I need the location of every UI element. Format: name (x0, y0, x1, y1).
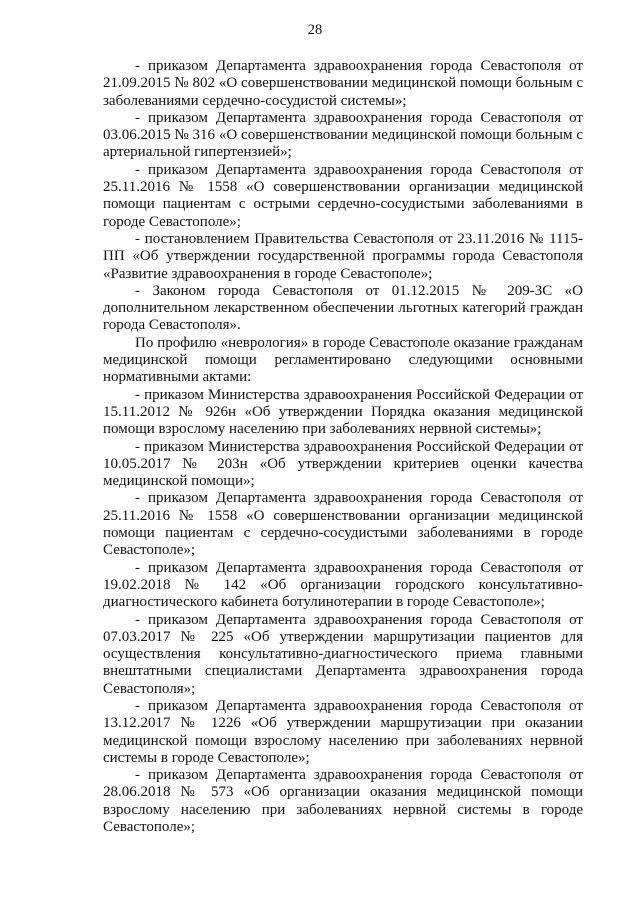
paragraph-order-225: - приказом Департамента здравоохранения города Севастополя от 07.03.2017 № 225 «Об утверждении маршрутизации пациентов для осуществления консультативно-диагностического приема главными внештатными специалистами Департамента здравоохранения города Севастополя»; (103, 611, 583, 697)
paragraph-order-142: - приказом Департамента здравоохранения города Севастополя от 19.02.2018 № 142 «Об организации городского консультативно-диагностического кабинета ботулинотерапии в городе Севастополе»; (103, 559, 583, 611)
paragraph-order-573: - приказом Департамента здравоохранения города Севастополя от 28.06.2018 № 573 «Об организации оказания медицинской помощи взрослому населению при заболеваниях нервной системы в городе Севастополе»; (103, 767, 583, 836)
paragraph-order-203n: - приказом Министерства здравоохранения Российской Федерации от 10.05.2017 № 203н «Об утверждении критериев оценки качества медицинской помощи»; (103, 438, 583, 490)
page-number: 28 (307, 22, 323, 38)
paragraph-order-926n: - приказом Министерства здравоохранения Российской Федерации от 15.11.2012 № 926н «Об утверждении Порядка оказания медицинской помощи взрослому населению при заболеваниях нервной системы»; (103, 386, 583, 438)
paragraph-order-1226: - приказом Департамента здравоохранения города Севастополя от 13.12.2017 № 1226 «Об утверждении маршрутизации при оказании медицинской помощи взрослому населению при заболеваниях нервной системы в городе Севастополе»; (103, 697, 583, 766)
paragraph-order-316: - приказом Департамента здравоохранения города Севастополя от 03.06.2015 № 316 «О совершенствовании медицинской помощи больным с артериальной гипертензией»; (103, 109, 583, 161)
paragraph-law-209: - Законом города Севастополя от 01.12.2015 № 209-ЗС «О дополнительном лекарственном обеспечении льготных категорий граждан города Севастополя». (103, 282, 583, 334)
paragraph-order-1558-acute: - приказом Департамента здравоохранения города Севастополя от 25.11.2016 № 1558 «О совершенствовании организации медицинской помощи пациентам с острыми сердечно-сосудистыми заболеваниями в городе Севастополе»; (103, 161, 583, 230)
paragraph-resolution-1115: - постановлением Правительства Севастополя от 23.11.2016 № 1115-ПП «Об утверждении государственной программы города Севастополя «Развитие здравоохранения в городе Севастополе»; (103, 230, 583, 282)
paragraph-order-802: - приказом Департамента здравоохранения города Севастополя от 21.09.2015 № 802 «О совершенствовании медицинской помощи больным с заболеваниями сердечно-сосудистой системы»; (103, 58, 583, 109)
document-body (103, 58, 583, 836)
paragraph-neurology-intro: По профилю «неврология» в городе Севастополе оказание гражданам медицинской помощи регламентировано следующими основными нормативными актами: (103, 334, 583, 386)
paragraph-order-1558: - приказом Департамента здравоохранения города Севастополя от 25.11.2016 № 1558 «О совершенствовании организации медицинской помощи пациентам с сердечно-сосудистыми заболеваниями в городе Севастополе»; (103, 490, 583, 559)
